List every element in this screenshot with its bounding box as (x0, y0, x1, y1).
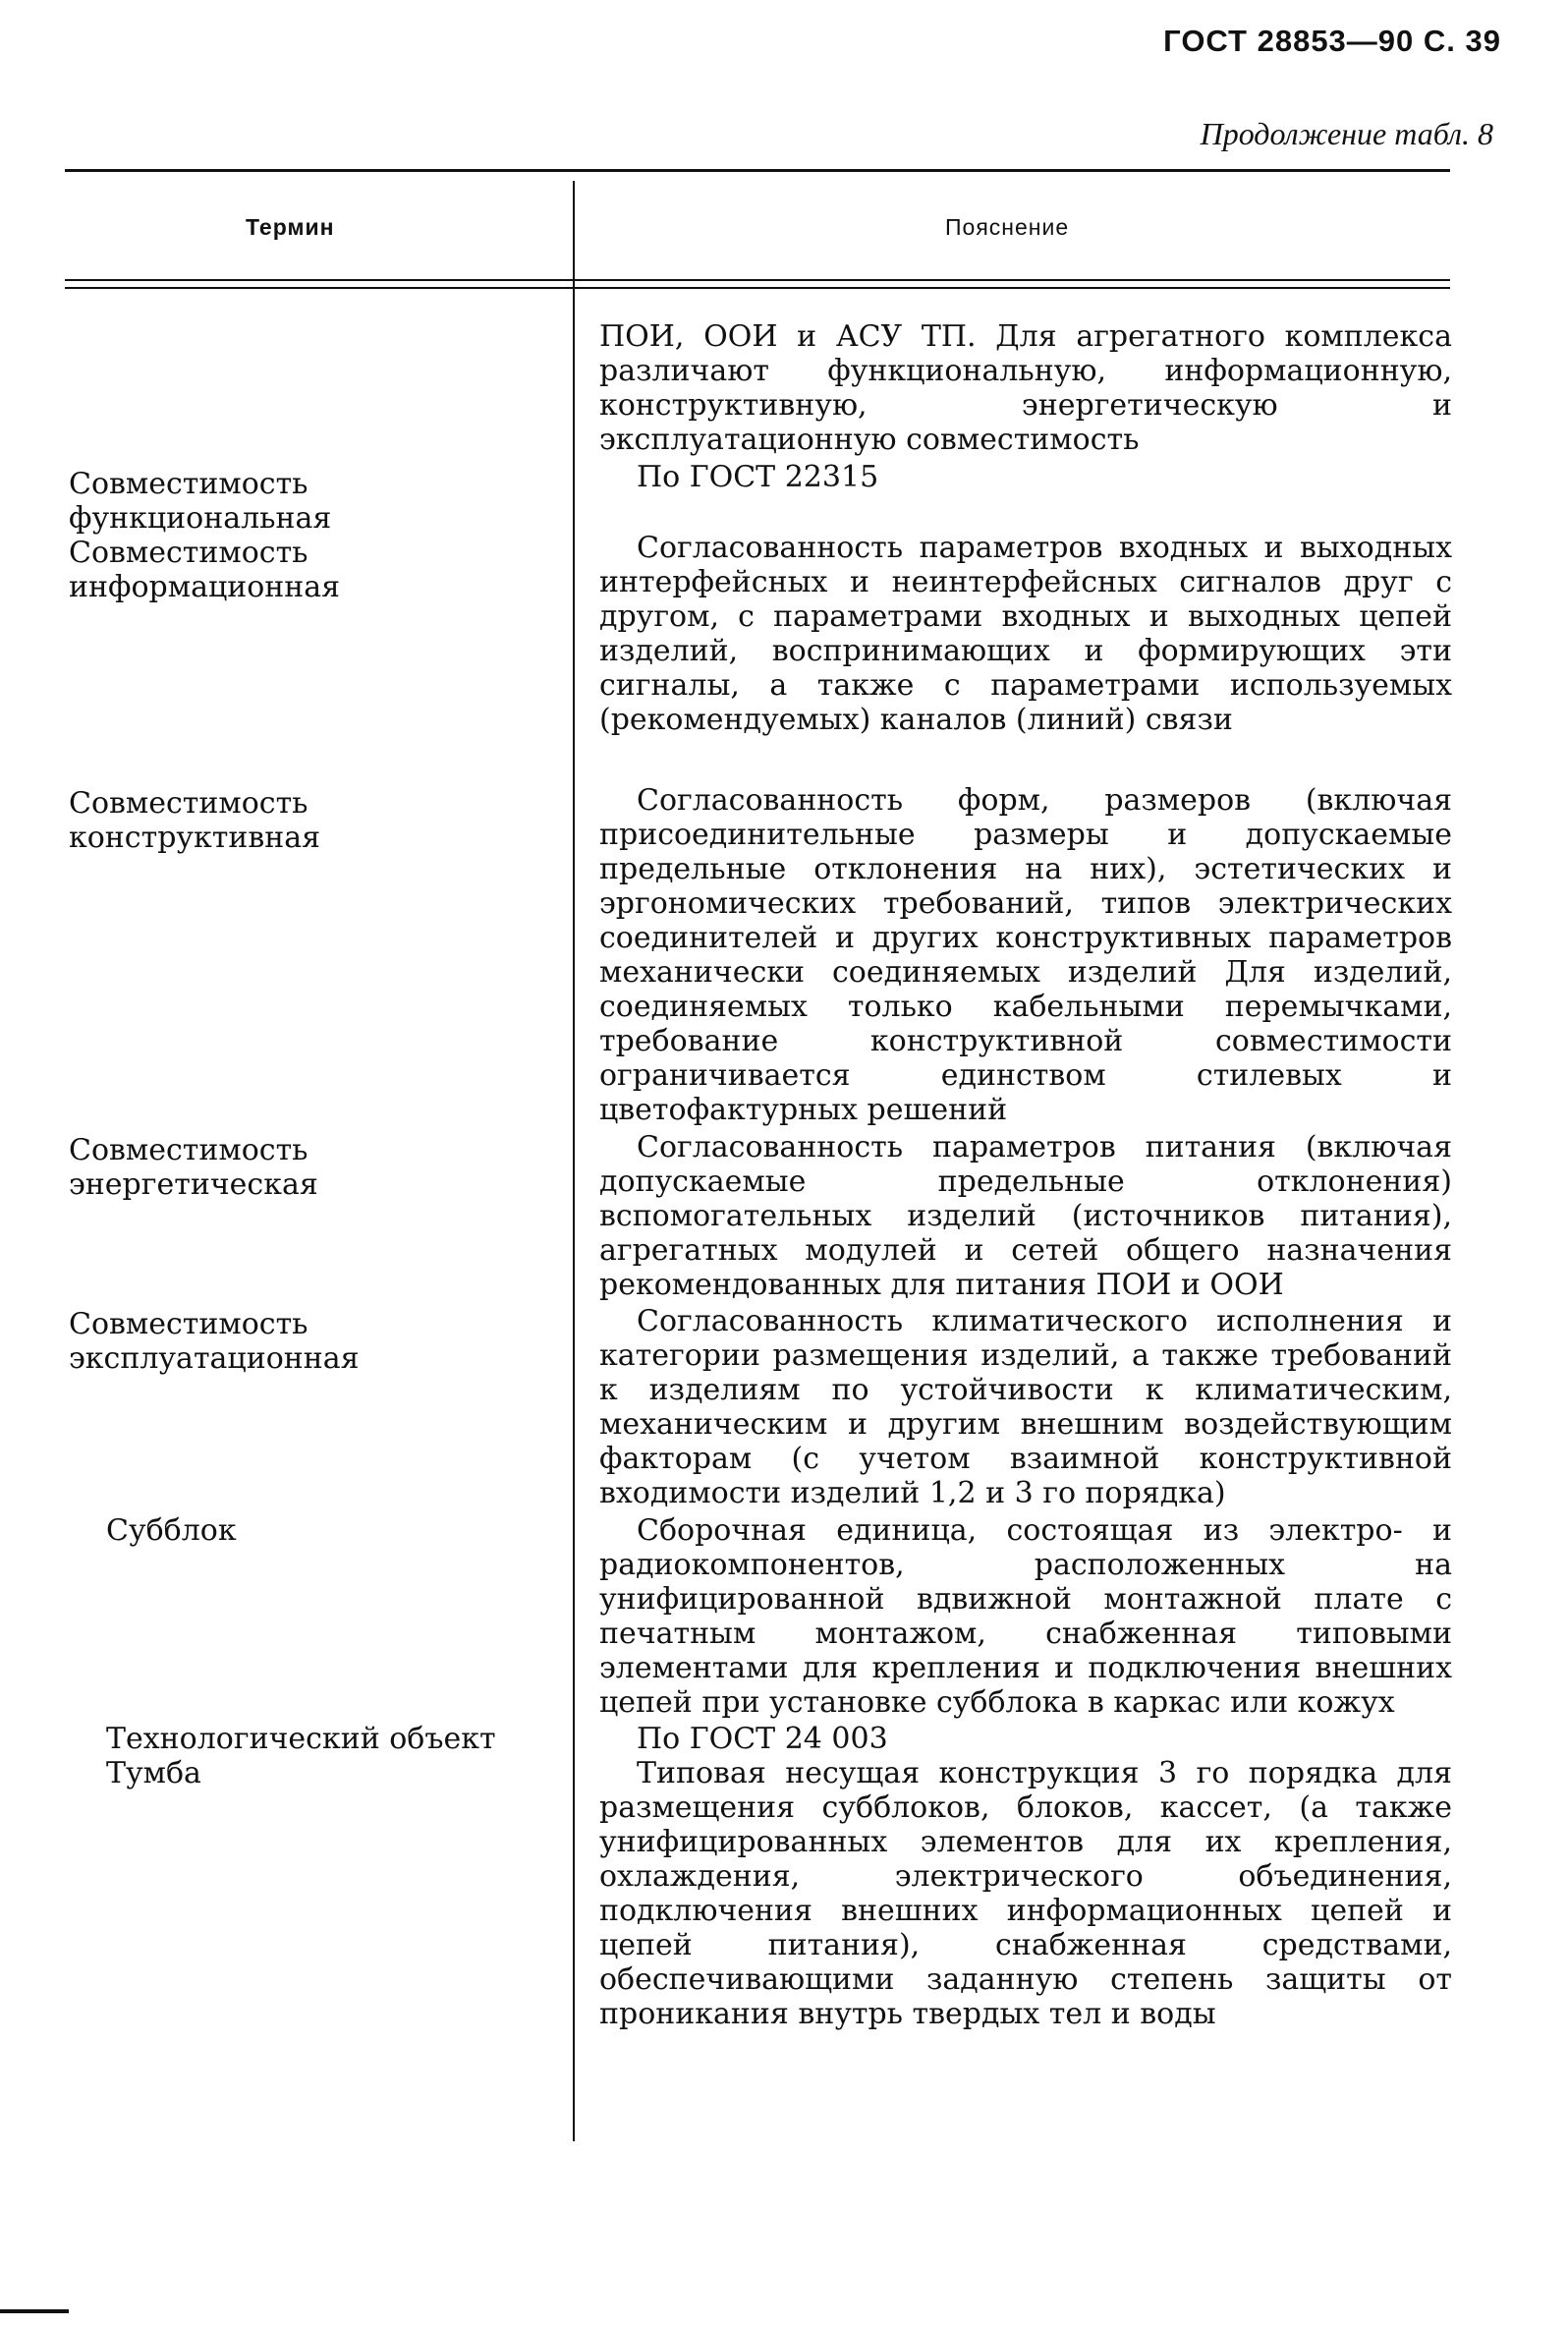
explanation-cell: Типовая несущая конструкция 3 го порядка для размещения субблоков, блоков, кассет, (а также унифицированных элементов для их крепления, охлаждения, электрического объединения, подключения внешних информационных цепей и цепей питания), снабженная средствами, обеспечивающими заданную степень защиты от проникания внутрь твердых тел и воды (599, 1756, 1452, 2031)
term-cell: Совместимость конструктивная (69, 786, 321, 855)
explanation-cell: По ГОСТ 24 003 (637, 1722, 888, 1756)
term-cell: Тумба (106, 1756, 201, 1790)
explanation-cell: По ГОСТ 22315 (637, 460, 879, 494)
term-cell: Субблок (106, 1513, 237, 1548)
footer-rule (0, 2309, 69, 2313)
term-cell: Совместимость информационная (69, 536, 341, 604)
term-cell: Совместимость энергетическая (69, 1133, 318, 1202)
header-rule-double (65, 287, 1450, 289)
table-continuation-label: Продолжение табл. 8 (1200, 116, 1493, 151)
page-header: ГОСТ 28853—90 С. 39 (1163, 24, 1501, 58)
explanation-cell: Согласованность параметров входных и выходных интерфейсных и неинтерфейсных сигналов друг с другом, с параметрами входных и выходных цепей изделий, воспринимающих и формирующих эти сигналы, а также с параметрами используемых (рекомендуемых) каналов (линий) связи (599, 531, 1452, 737)
explanation-cell: Согласованность климатического исполнения и категории размещения изделий, а также требований к изделиям по устойчивости к климатическим, механическим и другим внешним воздействующим факторам (с учетом взаимной конструктивной входимости изделий 1,2 и 3 го порядка) (599, 1304, 1452, 1510)
explanation-cell: Сборочная единица, состоящая из электро- и радиокомпонентов, расположенных на унифицированной вдвижной монтажной плате с печатным монтажом, снабженная типовыми элементами для крепления и подключения внешних цепей при установке субблока в каркас или кожух (599, 1513, 1452, 1720)
term-cell: Совместимость функциональная (69, 467, 332, 536)
explanation-cell: Согласованность форм, размеров (включая присоединительные размеры и допускаемые предельные отклонения на них), эстетических и эргономических требований, типов электрических соединителей и других конструктивных параметров механически соединяемых изделий Для изделий, соединяемых только кабельными перемычками, требование конструктивной совместимости ограничивается единством стилевых и цветофактурных решений (599, 783, 1452, 1127)
column-header-term: Термин (246, 214, 335, 240)
table-top-rule (65, 169, 1450, 172)
header-rule (65, 279, 1450, 281)
term-cell: Технологический объект (106, 1722, 496, 1756)
term-cell: Совместимость эксплуатационная (69, 1307, 360, 1376)
explanation-cell: Согласованность параметров питания (включая допускаемые предельные отклонения) вспомогательных изделий (источников питания), агрегатных модулей и сетей общего назначения рекомендованных для питания ПОИ и ООИ (599, 1130, 1452, 1302)
column-divider (573, 181, 575, 2141)
explanation-cell: ПОИ, ООИ и АСУ ТП. Для агрегатного комплекса различают функциональную, информационную, конструктивную, энергетическую и эксплуатационную совместимость (599, 319, 1452, 457)
column-header-explanation: Пояснение (945, 214, 1070, 240)
